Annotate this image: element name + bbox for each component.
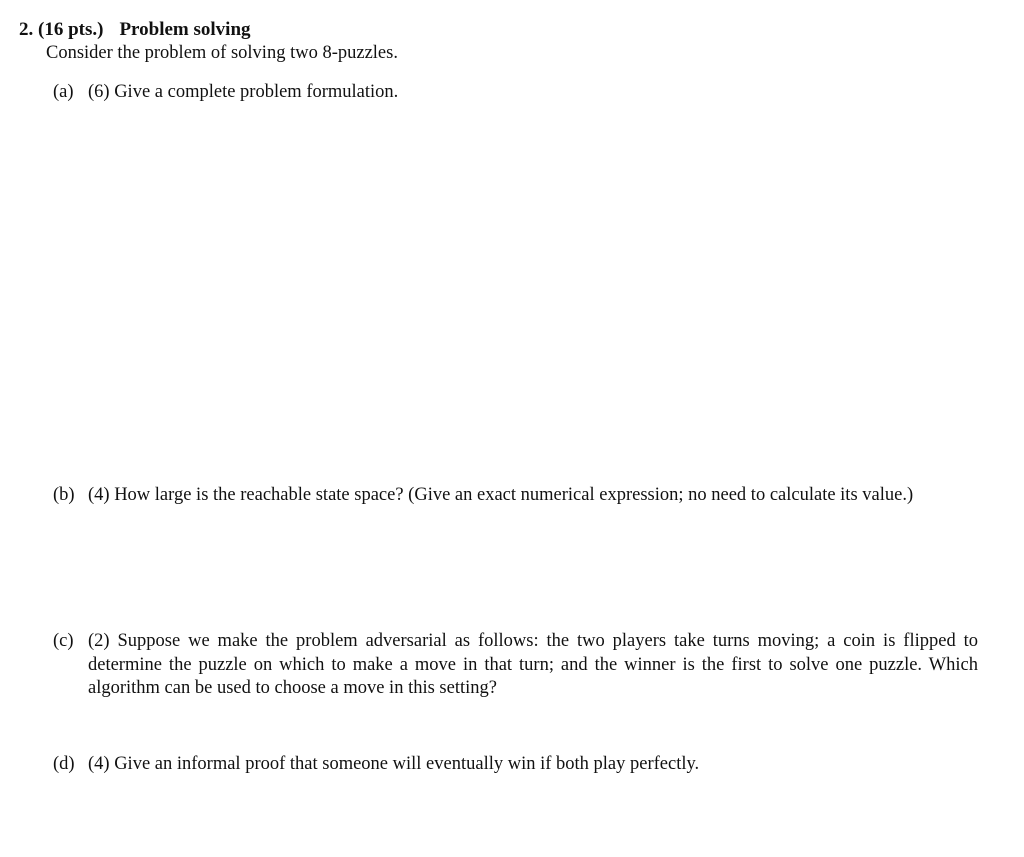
part-b-text: (4) How large is the reachable state space? (Give an exact numerical expression; no need to calculate its value.): [88, 485, 914, 505]
part-b: [53, 484, 978, 508]
question-number-points: 2. (16 pts.): [19, 19, 104, 40]
question-title: Problem solving: [119, 19, 251, 40]
part-a-text: (6) Give a complete problem formulation.: [88, 82, 399, 102]
question-intro: Consider the problem of solving two 8-puzzles.: [46, 43, 398, 63]
question-header: [19, 19, 251, 41]
part-d: [53, 753, 978, 777]
part-c: [53, 630, 978, 701]
part-c-label: (c): [53, 631, 74, 651]
part-a: [53, 81, 978, 105]
part-c-text: (2) Suppose we make the problem adversarial as follows: the two players take turns moving; a coin is flipped to determine the puzzle on which to make a move in that turn; and the winner is the first to solve one puzzle. Which algorithm can be used to choose a move in this setting?: [88, 631, 978, 698]
part-d-text: (4) Give an informal proof that someone will eventually win if both play perfectly.: [88, 754, 700, 774]
part-d-label: (d): [53, 754, 75, 774]
part-b-label: (b): [53, 485, 75, 505]
part-a-label: (a): [53, 82, 74, 102]
